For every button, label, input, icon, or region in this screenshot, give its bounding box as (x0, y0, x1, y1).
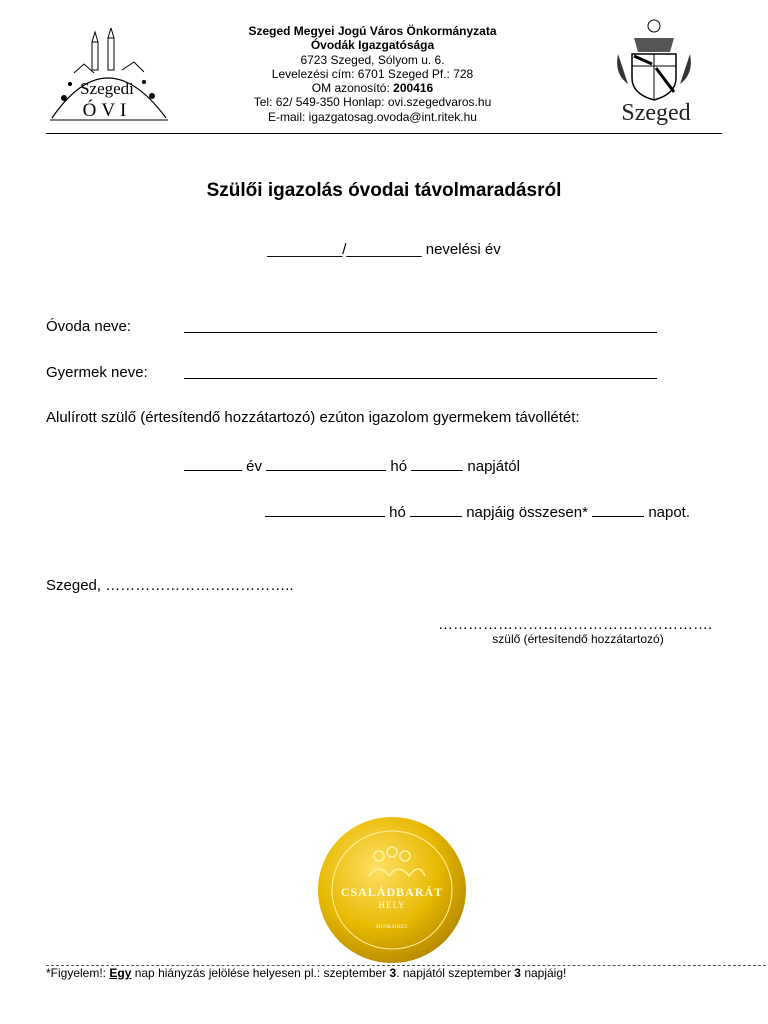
kindergarten-name-label: Óvoda neve: (46, 318, 132, 335)
signature-caption: szülő (értesítendő hozzátartozó) (492, 632, 664, 646)
om-id: OM azonosító: 200416 (311, 81, 434, 96)
logo-text-szegedi: Szegedi (80, 79, 134, 98)
month-from-field[interactable] (266, 456, 386, 471)
szeged-coat-of-arms-logo (604, 14, 716, 130)
document-title: Szülői igazolás óvodai távolmaradásról (206, 180, 562, 201)
date-to-line: hó napjáig összesen* napot. (265, 502, 690, 521)
badge-text-line2: HELY (378, 900, 406, 910)
logo-text-ovi: ÓVI (82, 100, 132, 121)
org-subname: Óvodák Igazgatósága (310, 38, 435, 53)
email: E-mail: igazgatosag.ovoda@int.ritek.hu (268, 109, 477, 124)
month-to-field[interactable] (265, 502, 385, 517)
org-name: Szeged Megyei Jogú Város Önkormányzata (248, 24, 497, 38)
family-friendly-badge (317, 816, 467, 964)
child-name-label: Gyermek neve: (46, 364, 148, 381)
postal-address: Levelezési cím: 6701 Szeged Pf.: 728 (271, 66, 474, 81)
address: 6723 Szeged, Sólyom u. 6. (300, 52, 445, 67)
badge-text-line1: CSALÁDBARÁT (340, 885, 444, 899)
phone-web: Tel: 62/ 549-350 Honlap: ovi.szegedvaros.hu (253, 95, 492, 110)
day-to-field[interactable] (410, 502, 462, 517)
badge-text-line3: MUNKAHELY (376, 925, 408, 930)
szeged-logo-text: Szeged (621, 100, 691, 126)
date-from-line: év hó napjától (184, 456, 520, 475)
day-from-field[interactable] (411, 456, 463, 471)
kindergarten-name-field[interactable] (184, 332, 657, 333)
child-name-field[interactable] (184, 378, 657, 379)
school-year-line: _________/_________ nevelési év (267, 241, 501, 258)
place-date-line: Szeged, ……………………………….. (46, 577, 294, 594)
signature-line: ………………………………………………. (438, 616, 713, 633)
total-days-field[interactable] (592, 502, 644, 517)
header-divider (46, 133, 722, 134)
szegedi-ovi-logo (44, 28, 170, 124)
header-block (200, 24, 545, 124)
footnote: *Figyelem!: Egy nap hiányzás jelölése helyesen pl.: szeptember 3. napjától szeptember 3 napjáig! (46, 966, 567, 980)
statement-text: Alulírott szülő (értesítendő hozzátartozó) ezúton igazolom gyermekem távollétét: (46, 409, 580, 426)
year-from-field[interactable] (184, 456, 242, 471)
